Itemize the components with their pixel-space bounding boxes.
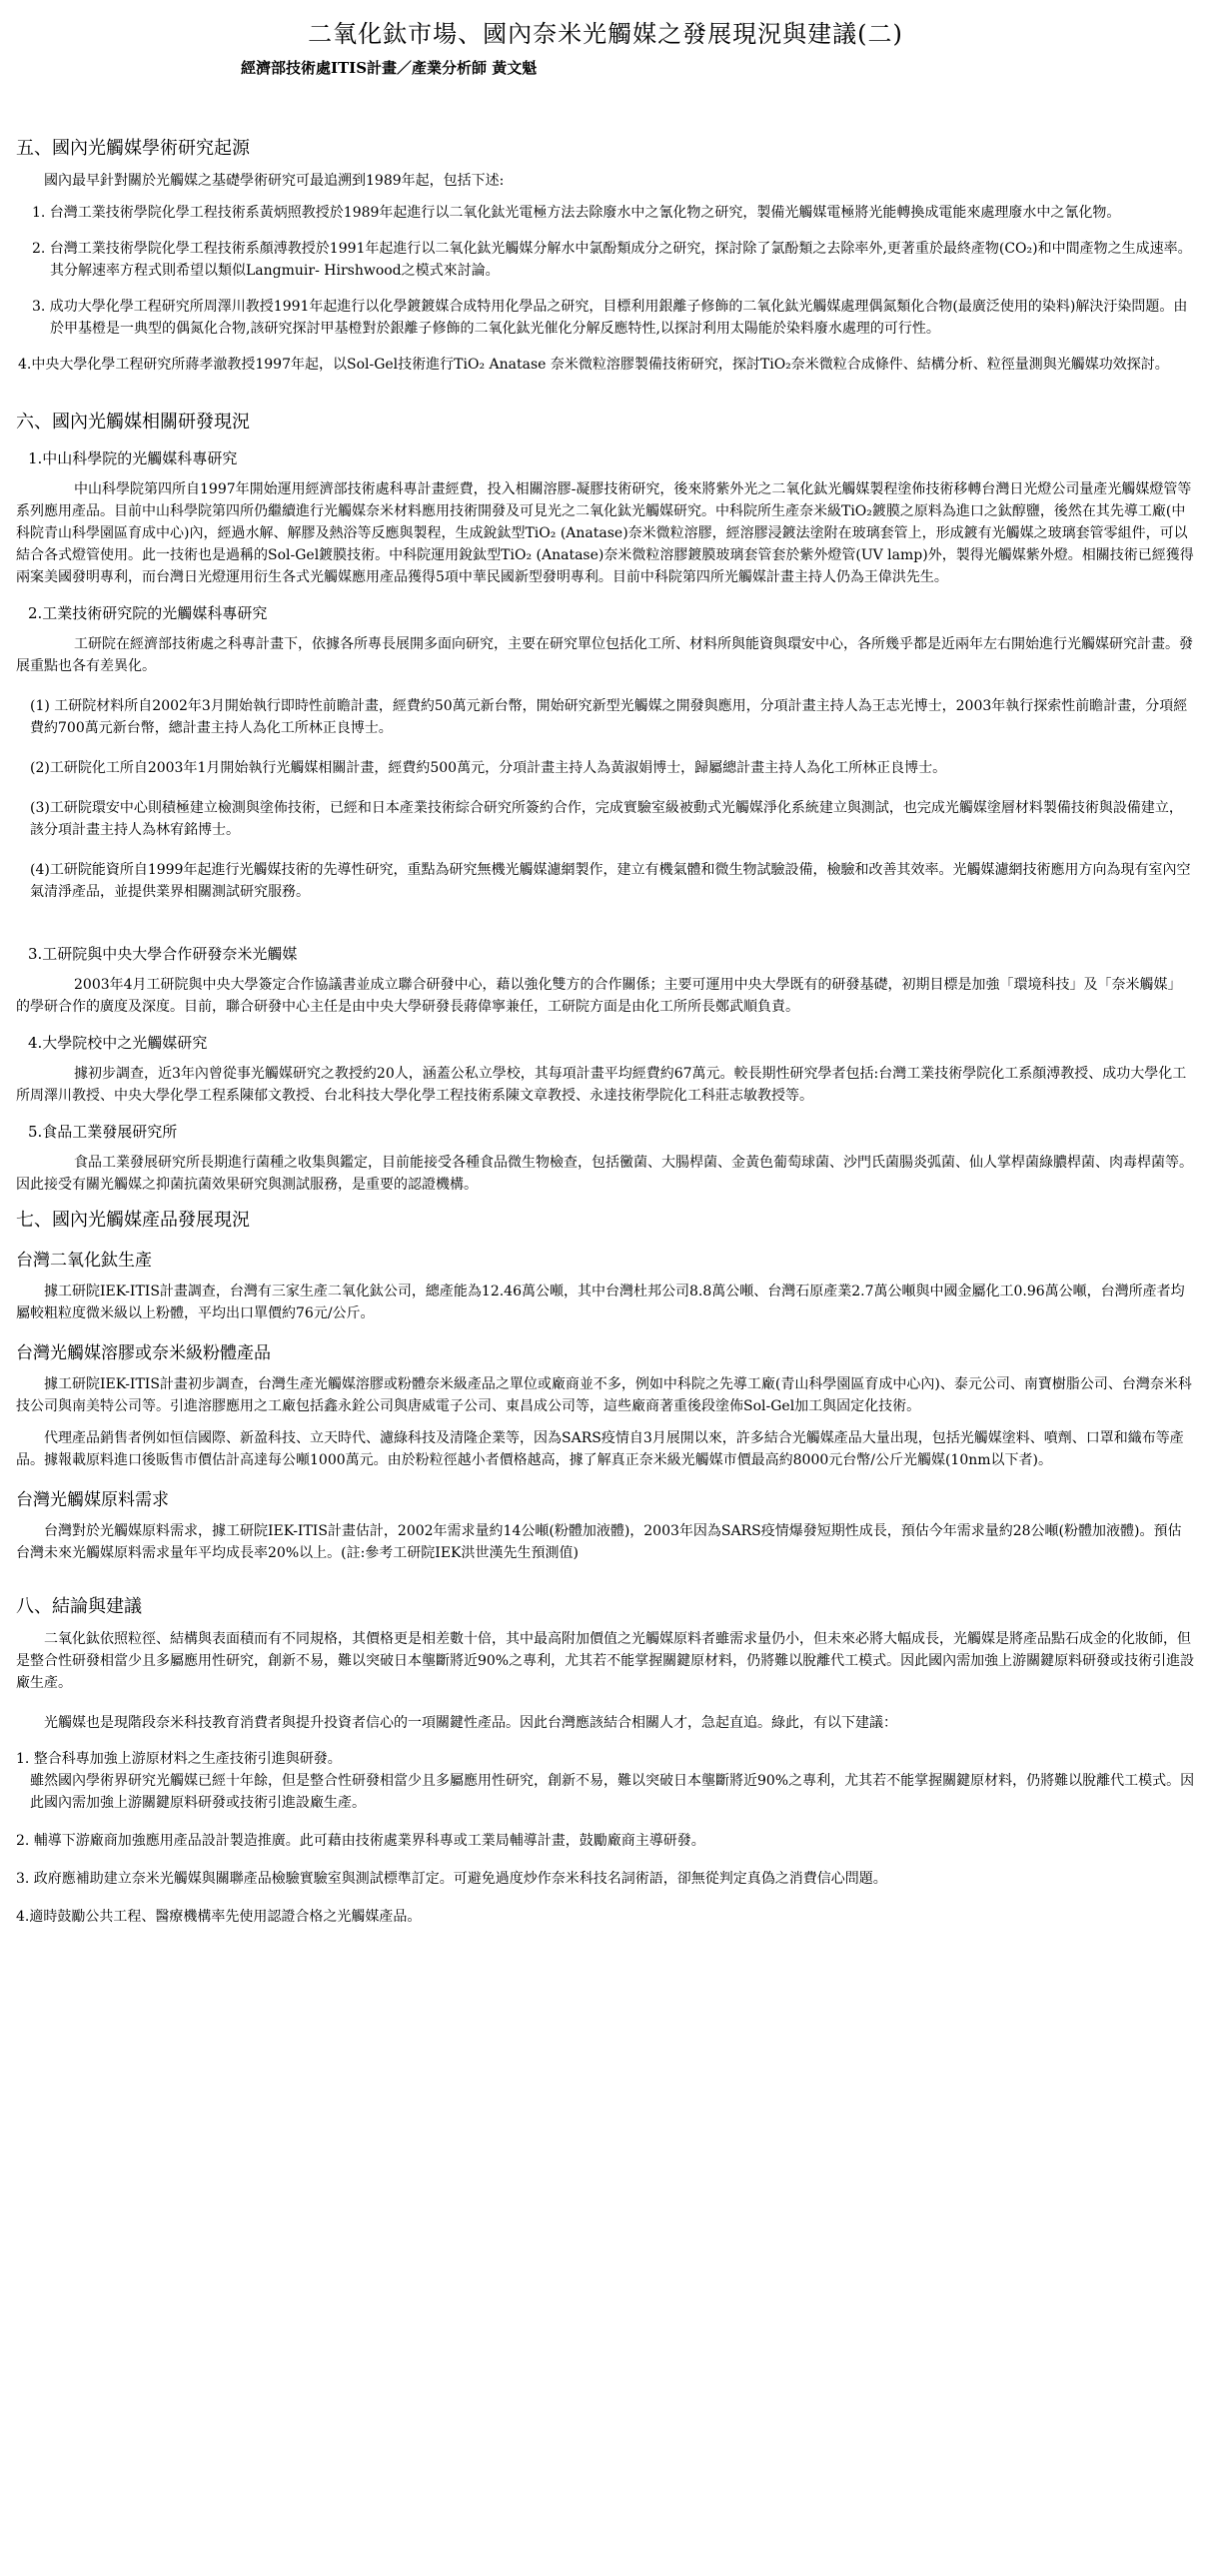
recommendation-item — [16, 1748, 1195, 1814]
subsection-text: 代理產品銷售者例如恒信國際、新盈科技、立天時代、濾綠科技及清隆企業等，因為SARS疫情自3月展開以來，許多結合光觸媒產品大量出現，包括光觸媒塗料、噴劑、口罩和織布等產品。據報載原料進口後販售市價估計高達每公噸1000萬元。由於粉粒徑越小者價格越高，據了解真正奈米級光觸媒市價最高約8000元台幣/公斤光觸媒(10nm以下者)。 — [16, 1430, 1184, 1468]
section-5-intro: 國內最早針對關於光觸媒之基礎學術研究可最追溯到1989年起，包括下述: — [44, 173, 505, 189]
recommendation-item: 3. 政府應補助建立奈米光觸媒與關聯產品檢驗實驗室與測試標準訂定。可避免過度炒作奈米科技名詞術語，卻無從判定真偽之消費信心問題。 — [16, 1871, 887, 1887]
subsection-text: 食品工業發展研究所長期進行菌種之收集與鑑定，目前能接受各種食品微生物檢查，包括黴菌、大腸桿菌、金黃色葡萄球菌、沙門氏菌腸炎弧菌、仙人掌桿菌綠膿桿菌、肉毒桿菌等。因此接受有關光觸媒之抑菌抗菌效果研究與測試服務，是重要的認證機構。 — [16, 1155, 1193, 1193]
section-5-list — [16, 202, 1195, 376]
recommendation-item: 2. 輔導下游廠商加強應用產品設計製造推廣。此可藉由技術處業界科專或工業局輔導計畫，鼓勵廠商主導研發。 — [16, 1833, 705, 1849]
subsection-title: 3.工研院與中央大學合作研發奈米光觸媒 — [28, 945, 298, 963]
conclusion-paragraph: 光觸媒也是現階段奈米科技教育消費者與提升投資者信心的一項關鍵性產品。因此台灣應該結合相關人才，急起直追。綠此，有以下建議： — [44, 1715, 897, 1731]
subsection-title: 台灣二氧化鈦生產 — [16, 1251, 152, 1271]
subsection-text: 中山科學院第四所自1997年開始運用經濟部技術處科專計畫經費，投入相關溶膠-凝膠技術研究，後來將紫外光之二氧化鈦光觸媒製程塗佈技術移轉台灣日光燈公司量產光觸媒燈管等系列應用產品。目前中山科學院第四所仍繼續進行光觸媒奈米材料應用技術開發及可見光之二氧化鈦光觸媒研究。中科院所生產奈米級TiO₂鍍膜之原料為進口之鈦醇鹽，後然在其先導工廠(中科院青山科學園區育成中心)內，經過水解、解膠及熱浴等反應與製程，生成銳鈦型TiO₂ (Anatase)奈米微粒溶膠，經溶膠浸鍍法塗附在玻璃套管上，形成鍍有光觸媒之玻璃套管零組件，可以結合各式燈管使用。此一技術也是過稱的Sol-Gel鍍膜技術。中科院運用銳鈦型TiO₂ (Anatase)奈米微粒溶膠鍍膜玻璃套管套於紫外燈管(UV lamp)外，製得光觸媒紫外燈。相關技術已經獲得兩案美國發明專利，而台灣日光燈運用衍生各式光觸媒應用產品獲得5項中華民國新型發明專利。目前中科院第四所光觸媒計畫主持人仍為王偉洪先生。 — [16, 481, 1194, 585]
subsection-title: 4.大學院校中之光觸媒研究 — [28, 1034, 208, 1052]
subsection-text: 據工研院IEK-ITIS計畫調查，台灣有三家生產二氧化鈦公司，總產能為12.46萬公噸，其中台灣杜邦公司8.8萬公噸、台灣石原產業2.7萬公噸與中國金屬化工0.96萬公噸，台灣所產者均屬較粗粒度微米級以上粉體，平均出口單價約76元/公斤。 — [16, 1284, 1185, 1321]
subsection-text: 據初步調查，近3年內曾從事光觸媒研究之教授約20人，涵蓋公私立學校，其每項計畫平均經費約67萬元。較長期性研究學者包括:台灣工業技術學院化工系顏溥教授、成功大學化工所周澤川教授、中央大學化學工程系陳郁文教授、台北科技大學化學工程技術系陳文章教授、永達技術學院化工科莊志敏教授等。 — [16, 1066, 1187, 1104]
subsection-title: 台灣光觸媒溶膠或奈米級粉體產品 — [16, 1343, 271, 1363]
conclusion-paragraph: 二氧化鈦依照粒徑、結構與表面積而有不同規格，其價格更是相差數十倍，其中最高附加價值之光觸媒原料者雖需求量仍小，但未來必將大幅成長，光觸媒是將產品點石成金的化妝師，但是整合性研發相當少且多屬應用性研究，創新不易，難以突破日本壟斷將近90%之專利，尤其若不能掌握關鍵原材料，仍將難以脫離代工模式。因此國內需加強上游關鍵原料研發或技術引進設廠生產。 — [16, 1631, 1195, 1691]
section-6-heading: 六、國內光觸媒相關研發現況 — [16, 412, 250, 432]
subsection-text: 工研院在經濟部技術處之科專計畫下，依據各所專長展開多面向研究，主要在研究單位包括化工所、材料所與能資與環安中心，各所幾乎都是近兩年左右開始進行光觸媒研究計畫。發展重點也各有差異化。 — [16, 636, 1193, 674]
list-item: (2)工研院化工所自2003年1月開始執行光觸媒相關計畫，經費約500萬元，分項計畫主持人為黃淑娟博士，歸屬總計畫主持人為化工所林正良博士。 — [30, 760, 947, 776]
recommendation-body: 雖然國內學術界研究光觸媒已經十年餘，但是整合性研發相當少且多屬應用性研究，創新不易，難以突破日本壟斷將近90%之專利，尤其若不能掌握關鍵原材料，仍將難以脫離代工模式。因此國內需加強上游關鍵原料研發或技術引進設廠生產。 — [30, 1773, 1195, 1811]
author-line: 經濟部技術處ITIS計畫／產業分析師 黃文魁 — [241, 59, 538, 77]
list-item: (3)工研院環安中心則積極建立檢測與塗佈技術，已經和日本產業技術綜合研究所簽約合作，完成實驗室級被動式光觸媒淨化系統建立與測試，也完成光觸媒塗層材料製備技術與設備建立，該分項計畫主持人為林宥銘博士。 — [30, 800, 1183, 838]
list-item: (4)工研院能資所自1999年起進行光觸媒技術的先導性研究，重點為研究無機光觸媒濾網製作，建立有機氣體和微生物試驗設備，檢驗和改善其效率。光觸媒濾網技術應用方向為現有室內空氣清淨產品，並提供業界相關測試研究服務。 — [30, 862, 1191, 900]
section-5-heading: 五、國內光觸媒學術研究起源 — [16, 138, 250, 159]
subsection-title: 2.工業技術研究院的光觸媒科專研究 — [28, 604, 268, 622]
document-title: 二氧化鈦市場、國內奈米光觸媒之發展現況與建議(二) — [308, 20, 903, 48]
subsection-text: 據工研院IEK-ITIS計畫初步調查，台灣生產光觸媒溶膠或粉體奈米級產品之單位或廠商並不多，例如中科院之先導工廠(青山科學園區育成中心內)、泰元公司、南寶樹脂公司、台灣奈米科技公司與南美特公司等。引進溶膠應用之工廠包括鑫永銓公司與唐威電子公司、東昌成公司等，這些廠商著重後段塗佈Sol-Gel加工與固定化技術。 — [16, 1376, 1192, 1414]
recommendation-item: 4.適時鼓勵公共工程、醫療機構率先使用認證合格之光觸媒產品。 — [16, 1909, 422, 1925]
subsection-title: 台灣光觸媒原料需求 — [16, 1490, 169, 1510]
section-8-heading: 八、結論與建議 — [16, 1596, 142, 1617]
list-item: (1) 工研院材料所自2002年3月開始執行即時性前瞻計畫，經費約50萬元新台幣，開始研究新型光觸媒之開發與應用，分項計畫主持人為王志光博士，2003年執行探索性前瞻計畫，分項經費約700萬元新台幣，總計畫主持人為化工所林正良博士。 — [30, 698, 1188, 736]
list-item: 2. 台灣工業技術學院化學工程技術系顏溥教授於1991年起進行以二氧化鈦光觸媒分解水中氯酚類成分之研究，探討除了氯酚類之去除率外,更著重於最終產物(CO₂)和中間產物之生成速率。其分解速率方程式則希望以類似Langmuir- Hirshwood之模式來討論。 — [32, 241, 1192, 279]
recommendation-head: 1. 整合科專加強上游原材料之生產技術引進與研發。 — [16, 1751, 342, 1767]
list-item: 3. 成功大學化學工程研究所周澤川教授1991年起進行以化學鍍鍍媒合成特用化學品之研究，目標利用銀離子修飾的二氧化鈦光觸媒處理偶氮類化合物(最廣泛使用的染料)解決汙染問題。由於甲基橙是一典型的偶氮化合物,該研究探討甲基橙對於銀離子修飾的二氧化鈦光催化分解反應特性,以探討利用太陽能於染料廢水處理的可行性。 — [32, 299, 1188, 337]
section-7-heading: 七、國內光觸媒產品發展現況 — [16, 1210, 250, 1231]
subsection-title: 5.食品工業發展研究所 — [28, 1123, 178, 1141]
list-item: 4.中央大學化學工程研究所蔣孝澈教授1997年起，以Sol-Gel技術進行TiO₂ Anatase 奈米微粒溶膠製備技術研究，探討TiO₂奈米微粒合成條件、結構分析、粒徑量測與光觸媒功效探討。 — [18, 357, 1169, 373]
list-item: 1. 台灣工業技術學院化學工程技術系黃炳照教授於1989年起進行以二氧化鈦光電極方法去除廢水中之氰化物之研究，製備光觸媒電極將光能轉換成電能來處理廢水中之氰化物。 — [32, 205, 1121, 221]
subsection-title: 1.中山科學院的光觸媒科專研究 — [28, 449, 238, 467]
itri-projects-list — [16, 695, 1195, 903]
subsection-text: 2003年4月工研院與中央大學簽定合作協議書並成立聯合研發中心，藉以強化雙方的合作關係；主要可運用中央大學既有的研發基礎，初期目標是加強「環境科技」及「奈米觸媒」的學研合作的廣度及深度。目前，聯合研發中心主任是由中央大學研發長蔣偉寧兼任，工研院方面是由化工所所長鄭武順負責。 — [16, 977, 1182, 1015]
subsection-text: 台灣對於光觸媒原料需求，據工研院IEK-ITIS計畫估計，2002年需求量約14公噸(粉體加液體)，2003年因為SARS疫情爆發短期性成長，預估今年需求量約28公噸(粉體加液體)。預估台灣未來光觸媒原料需求量年平均成長率20%以上。(註:參考工研院IEK洪世漢先生預測值) — [16, 1523, 1182, 1561]
conclusion-block — [16, 1628, 1195, 1928]
